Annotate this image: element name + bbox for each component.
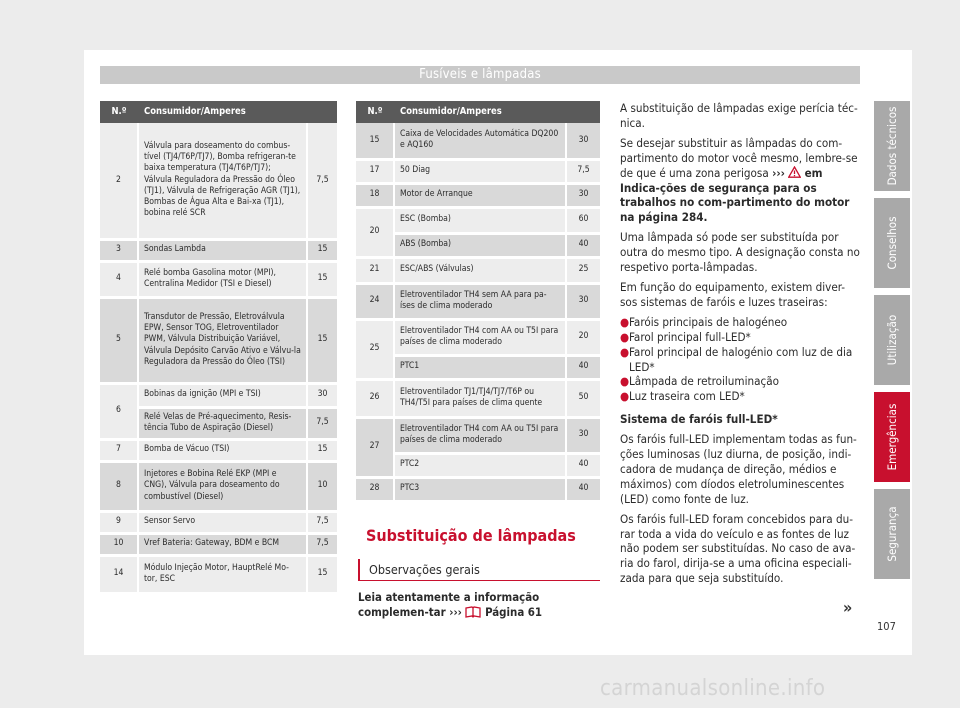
watermark: carmanualsonline.info (600, 676, 826, 701)
fuse-num: 6 (100, 383, 138, 439)
fuse-table-left (100, 101, 337, 595)
tab-emergencias[interactable] (874, 392, 910, 482)
paragraph-text: Se desejar substituir as lâmpadas do com-partimento do motor você mesmo, lembre-se de que é uma zona perigosa (620, 135, 858, 180)
list-item (620, 345, 860, 375)
fuse-amp: 40 (566, 477, 600, 501)
fuse-desc: Sensor Servo (138, 511, 307, 533)
fuse-desc: Motor de Arranque (394, 183, 566, 207)
fuse-num: 3 (100, 239, 138, 261)
fuse-num: 20 (356, 207, 394, 257)
fuse-amp: 15 (307, 297, 337, 383)
notice-arrows: ››› (449, 605, 462, 619)
warning-icon (788, 166, 801, 178)
paragraph: A substituição de lâmpadas exige perícia téc-nica. (620, 101, 858, 130)
list-item-text: Farol principal full-LED* (629, 329, 751, 344)
section-title: Substituição de lâmpadas (366, 526, 576, 545)
fuse-amp: 15 (307, 439, 337, 461)
paragraph-warning: Se desejar substituir as lâmpadas do com-partimento do motor você mesmo, lembre-se de que é uma zona perigosa ››› em Indica-ções de segurança para os trabalhos no com-partimento do motor na página 284. (620, 135, 858, 225)
fuse-desc: ABS (Bomba) (394, 233, 566, 257)
book-icon (465, 605, 481, 618)
section-subtitle: Observações gerais (358, 559, 600, 581)
tab-utilizacao[interactable] (874, 295, 910, 385)
list-item-text: Luz traseira com LED* (629, 389, 745, 404)
list-item-text: Farol principal de halogénio com luz de dia LED* (629, 344, 853, 374)
body-text-column (620, 101, 860, 591)
bullet-icon: ● (620, 314, 630, 329)
fuse-desc: Bobinas da ignição (MPI e TSI) (138, 383, 307, 407)
fuse-num: 4 (100, 261, 138, 297)
fuse-amp: 30 (307, 383, 337, 407)
page-number: 107 (877, 620, 896, 633)
bullet-icon: ● (620, 389, 630, 404)
fuse-amp: 15 (307, 239, 337, 261)
fuse-num: 10 (100, 533, 138, 555)
fuse-amp: 7,5 (307, 533, 337, 555)
col-header-desc: Consumidor/Amperes (394, 101, 600, 123)
notice-page-link[interactable]: Página 61 (485, 605, 543, 619)
fuse-num: 17 (356, 159, 394, 183)
fuse-desc: PTC1 (394, 355, 566, 379)
list-item-text: Faróis principais de halogéneo (629, 314, 788, 329)
paragraph: Em função do equipamento, existem diver-sos sistemas de faróis e luzes traseiras: (620, 279, 846, 309)
tab-label: Dados técnicos (885, 106, 899, 186)
paragraph: Os faróis full-LED foram concebidos para du-rar toda a vida do veículo e as fontes de luz não podem ser substituídas. No caso de ava-ria do farol, dirija-se a uma oficina especiali-zada para que seja substituído. (620, 511, 856, 586)
fuse-num: 21 (356, 257, 394, 283)
fuse-amp: 60 (566, 207, 600, 233)
fuse-num: 9 (100, 511, 138, 533)
tab-label: Segurança (885, 506, 899, 562)
fuse-desc: Injetores e Bobina Relé EKP (MPI e CNG), Válvula para doseamento do combustível (Diesel) (138, 461, 307, 511)
fuse-amp: 20 (566, 319, 600, 355)
fuse-amp: 7,5 (307, 407, 337, 439)
lighting-systems-list (620, 315, 860, 404)
fuse-desc: Eletroventilador TJ1/TJ4/TJ7/T6P ou TH4/T5I para países de clima quente (394, 379, 566, 417)
bullet-icon: ● (620, 374, 630, 389)
fuse-amp: 10 (307, 461, 337, 511)
fuse-desc: Relé Velas de Pré-aquecimento, Resis-tência Tubo de Aspiração (Diesel) (138, 407, 307, 439)
fuse-num: 8 (100, 461, 138, 511)
fuse-num: 27 (356, 417, 394, 477)
fuse-num: 5 (100, 297, 138, 383)
fuse-num: 18 (356, 183, 394, 207)
fuse-desc: Bomba de Vácuo (TSI) (138, 439, 307, 461)
paragraph: Uma lâmpada só pode ser substituída por outra do mesmo tipo. A designação consta no respetivo porta-lâmpadas. (620, 230, 860, 275)
list-item (620, 374, 860, 389)
fuse-num: 2 (100, 123, 138, 239)
col-header-desc: Consumidor/Amperes (138, 101, 337, 123)
col-header-num: N.º (356, 101, 394, 123)
tab-seguranca[interactable] (874, 489, 910, 579)
fuse-desc: Eletroventilador TH4 sem AA para pa-íses de clima moderado (394, 283, 566, 319)
fuse-desc: 50 Diag (394, 159, 566, 183)
fuse-amp: 40 (566, 233, 600, 257)
fuse-num: 25 (356, 319, 394, 379)
fuse-desc: PTC3 (394, 477, 566, 501)
fuse-desc: Caixa de Velocidades Automática DQ200 e AQ160 (394, 123, 566, 159)
fuse-desc: Eletroventilador TH4 com AA ou T5I para países de clima moderado (394, 417, 566, 453)
fuse-desc: Vref Bateria: Gateway, BDM e BCM (138, 533, 307, 555)
tab-conselhos[interactable] (874, 198, 910, 288)
subheading-text: Sistema de faróis full-LED* (620, 412, 778, 427)
list-item-text: Lâmpada de retroiluminação (629, 374, 779, 389)
continue-mark: » (843, 598, 853, 617)
fuse-desc: ESC (Bomba) (394, 207, 566, 233)
tab-dados-tecnicos[interactable] (874, 101, 910, 191)
fuse-desc: Sondas Lambda (138, 239, 307, 261)
notice-text: Leia atentamente a informação complemen-tar (358, 590, 540, 619)
fuse-num: 24 (356, 283, 394, 319)
fuse-desc: Relé bomba Gasolina motor (MPI), Centralina Medidor (TSI e Diesel) (138, 261, 307, 297)
tab-label: Emergências (885, 403, 899, 471)
fuse-table-right (356, 101, 600, 503)
fuse-desc: PTC2 (394, 453, 566, 477)
warning-link[interactable]: em Indica-ções de segurança para os trabalhos no com-partimento do motor na página 284 (620, 165, 850, 225)
fuse-desc: Válvula para doseamento do combus-tível (TJ4/T6P/TJ7), Bomba refrigeran-te baixa temperatura (TJ4/T6P/TJ7); Válvula Reguladora da Pressão do Óleo (TJ1), Válvula de Refrigeração AGR (TJ1), Bombas de Água Alta e Bai-xa (TJ1), bobina relé SCR (138, 123, 307, 239)
fuse-amp: 30 (566, 123, 600, 159)
fuse-amp: 30 (566, 283, 600, 319)
fuse-desc: Eletroventilador TH4 com AA ou T5I para países de clima moderado (394, 319, 566, 355)
warning-arrows: ››› (772, 165, 785, 180)
page-header-title: Fusíveis e lâmpadas (419, 67, 541, 82)
fuse-num: 14 (100, 555, 138, 593)
fuse-amp: 25 (566, 257, 600, 283)
fuse-num: 28 (356, 477, 394, 501)
col-header-num: N.º (100, 101, 138, 123)
page-header (100, 66, 860, 84)
tab-label: Utilização (885, 314, 899, 366)
fuse-amp: 30 (566, 183, 600, 207)
fuse-amp: 40 (566, 453, 600, 477)
paragraph: Os faróis full-LED implementam todas as fun-ções luminosas (luz diurna, de posição, indi-cadora de mudança de direção, médios e máximos) com díodos eletroluminescentes (LED) como fonte de luz. (620, 432, 857, 506)
fuse-amp: 30 (566, 417, 600, 453)
fuse-desc: Transdutor de Pressão, Eletroválvula EPW, Sensor TOG, Eletroventilador PWM, Válvula Distribuição Variável, Válvula Depósito Carvão Ativo e Válvu-la Reguladora da Pressão do Óleo (TSI) (138, 297, 307, 383)
fuse-desc: Módulo Injeção Motor, HauptRelé Mo-tor, ESC (138, 555, 307, 593)
list-item (620, 315, 860, 330)
fuse-amp: 15 (307, 261, 337, 297)
info-notice (358, 590, 602, 620)
fuse-amp: 50 (566, 379, 600, 417)
bullet-icon: ● (620, 344, 630, 359)
fuse-amp: 15 (307, 555, 337, 593)
fuse-amp: 7,5 (566, 159, 600, 183)
fuse-amp: 40 (566, 355, 600, 379)
fuse-num: 15 (356, 123, 394, 159)
subheading (620, 412, 860, 427)
list-item (620, 389, 860, 404)
fuse-desc: ESC/ABS (Válvulas) (394, 257, 566, 283)
fuse-amp: 7,5 (307, 123, 337, 239)
fuse-num: 26 (356, 379, 394, 417)
fuse-num: 7 (100, 439, 138, 461)
list-item (620, 330, 860, 345)
tab-label: Conselhos (885, 216, 899, 270)
fuse-amp: 7,5 (307, 511, 337, 533)
bullet-icon: ● (620, 329, 630, 344)
